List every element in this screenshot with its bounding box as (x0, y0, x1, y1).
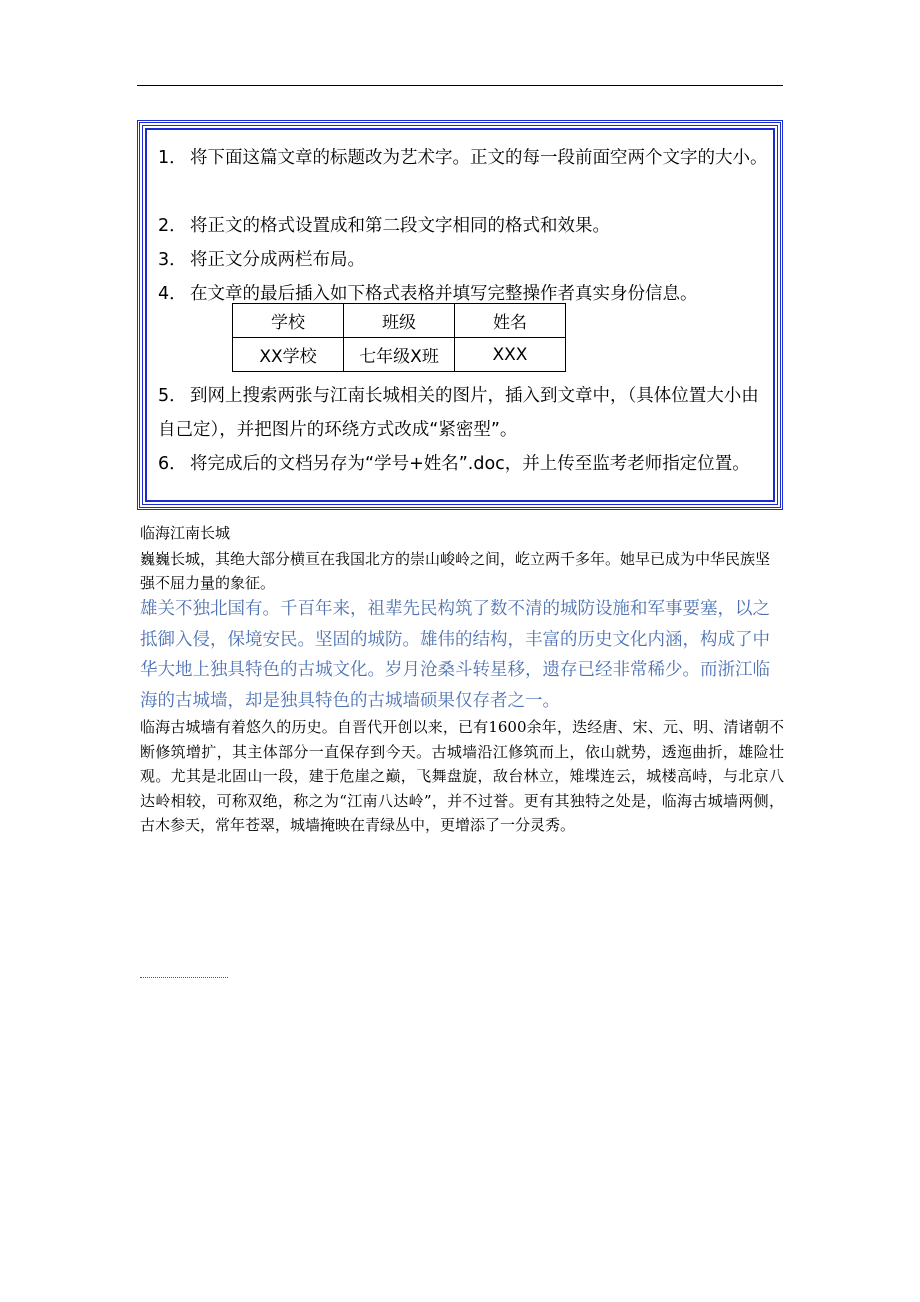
task-number: 5． (158, 386, 187, 406)
task-text: 将正文分成两栏布局。 (190, 250, 365, 270)
article-paragraph-3: 临海古城墙有着悠久的历史。自晋代开创以来，已有1600余年，迭经唐、宋、元、明、清诸朝不断修筑增扩，其主体部分一直保存到今天。古城墙沿江修筑而上，依山就势，透迤曲折，雄险壮观。尤其是北固山一段，建于危崖之巅，飞舞盘旋，敌台林立，雉堞连云，城楼高峙，与北京八达岭相较，可称双绝，称之为“江南八达岭”，并不过誉。更有其独特之处是，临海古城墙两侧，古木参天，常年苍翠，城墙掩映在青绿丛中，更增添了一分灵秀。 (140, 718, 784, 834)
task-number: 6． (158, 454, 187, 474)
footnote-separator (140, 977, 228, 978)
task-item-1 (158, 141, 768, 175)
header-rule (137, 85, 783, 86)
task-number: 2． (158, 216, 187, 236)
article-paragraph-2: 雄关不独北国有。千百年来，祖辈先民构筑了数不清的城防设施和军事要塞，以之抵御入侵，保境安民。坚固的城防。雄伟的结构，丰富的历史文化内涵，构成了中华大地上独具特色的古城文化。岁月沧桑斗转星移，遗存已经非常稀少。而浙江临海的古城墙，却是独具特色的古城墙硕果仅存者之一。 (140, 599, 770, 711)
table-header-cell: 班级 (344, 304, 455, 338)
table-header-cell: 学校 (233, 304, 344, 338)
task-item-3 (158, 243, 768, 277)
table-header-row (233, 304, 566, 338)
article-paragraph-1: 巍巍长城，其绝大部分横亘在我国北方的崇山峻岭之间，屹立两千多年。她早已成为中华民族坚强不屈力量的象征。 (140, 550, 771, 592)
task-item-2 (158, 209, 768, 243)
task-text: 将正文的格式设置成和第二段文字相同的格式和效果。 (190, 216, 610, 236)
identity-table (232, 303, 566, 372)
table-cell: XXX (455, 338, 566, 372)
task-text: 到网上搜索两张与江南长城相关的图片，插入到文章中，（具体位置大小由自己定），并把图片的环绕方式改成“紧密型”。 (158, 386, 759, 440)
task-item-5 (158, 379, 768, 447)
table-row (233, 338, 566, 372)
task-item-6 (158, 447, 768, 481)
task-text: 在文章的最后插入如下格式表格并填写完整操作者真实身份信息。 (190, 284, 698, 304)
table-header-cell: 姓名 (455, 304, 566, 338)
task-number: 1． (158, 148, 187, 168)
table-cell: 七年级X班 (344, 338, 455, 372)
task-text: 将完成后的文档另存为“学号+姓名”.doc，并上传至监考老师指定位置。 (190, 454, 750, 474)
article-title: 临海江南长城 (140, 524, 231, 542)
task-number: 3． (158, 250, 187, 270)
table-cell: XX学校 (233, 338, 344, 372)
task-number: 4． (158, 284, 187, 304)
task-text: 将下面这篇文章的标题改为艺术字。正文的每一段前面空两个文字的大小。 (190, 148, 768, 168)
